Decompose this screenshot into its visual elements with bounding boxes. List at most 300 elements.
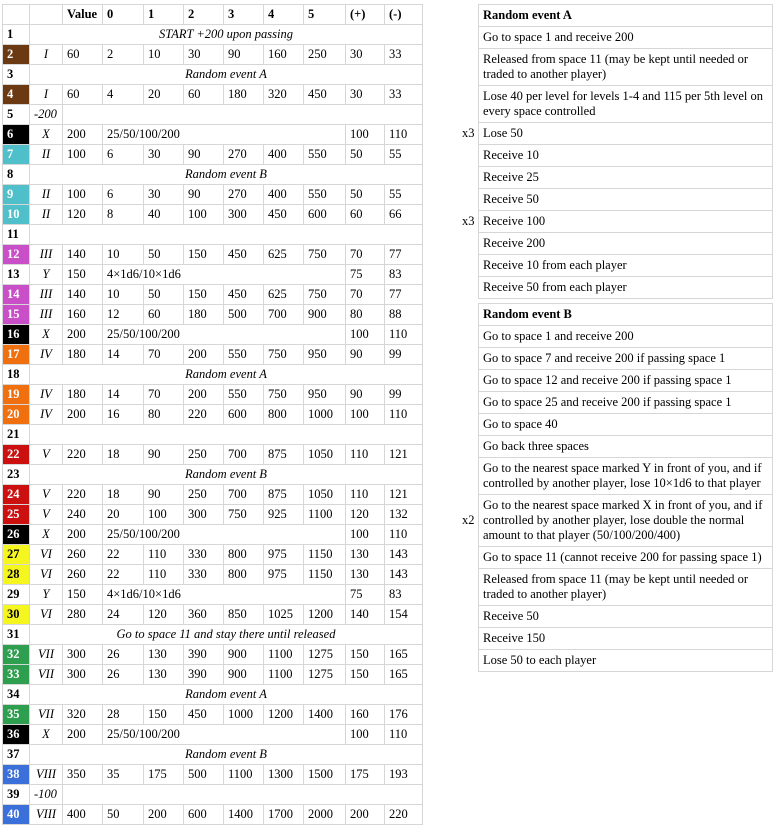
space-number: 36 xyxy=(3,725,30,745)
space-number: 26 xyxy=(3,525,30,545)
value-cell: 24 xyxy=(103,605,144,625)
event-b-item xyxy=(479,458,773,495)
value-cell: 1150 xyxy=(304,545,346,565)
board-row-space-6 xyxy=(3,125,423,145)
space-number: 19 xyxy=(3,385,30,405)
value-cell: 320 xyxy=(264,85,304,105)
value-cell: 550 xyxy=(304,185,346,205)
property-class: I xyxy=(30,85,63,105)
board-row-space-26 xyxy=(3,525,423,545)
board-row-space-2 xyxy=(3,45,423,65)
board-row-space-23 xyxy=(3,465,423,485)
property-class: V xyxy=(30,505,63,525)
value-cell: 150 xyxy=(63,265,103,285)
value-cell: 33 xyxy=(385,85,423,105)
value-cell: 1400 xyxy=(304,705,346,725)
property-class: IV xyxy=(30,345,63,365)
value-cell: 220 xyxy=(63,445,103,465)
empty-cell xyxy=(63,105,423,125)
value-cell: 110 xyxy=(385,405,423,425)
value-cell: 60 xyxy=(346,205,385,225)
value-cell: 975 xyxy=(264,545,304,565)
value-cell: 200 xyxy=(184,385,224,405)
space-number: 25 xyxy=(3,505,30,525)
event-a-item xyxy=(479,211,773,233)
value-cell: 1500 xyxy=(304,765,346,785)
value-cell: 700 xyxy=(264,305,304,325)
board-row-space-4 xyxy=(3,85,423,105)
property-class: V xyxy=(30,485,63,505)
header-cell: 3 xyxy=(224,5,264,25)
value-cell: 28 xyxy=(103,705,144,725)
board-row-space-39 xyxy=(3,785,423,805)
event-b-item xyxy=(479,414,773,436)
event-text: Go to space 40 xyxy=(479,414,773,436)
value-cell: 10 xyxy=(103,245,144,265)
value-cell: 70 xyxy=(144,385,184,405)
event-a-item xyxy=(479,189,773,211)
value-cell: 550 xyxy=(224,385,264,405)
value-cell: 90 xyxy=(224,45,264,65)
value-cell: 600 xyxy=(184,805,224,825)
value-cell: 400 xyxy=(63,805,103,825)
event-text: Released from space 11 (may be kept until needed or traded to another player) xyxy=(479,49,773,86)
value-cell: 80 xyxy=(346,305,385,325)
property-class: II xyxy=(30,205,63,225)
value-cell: 90 xyxy=(184,185,224,205)
property-class: X xyxy=(30,125,63,145)
value-cell: 193 xyxy=(385,765,423,785)
value-cell: 130 xyxy=(346,545,385,565)
value-cell: 450 xyxy=(264,205,304,225)
header-cell: (-) xyxy=(385,5,423,25)
value-cell: 130 xyxy=(144,665,184,685)
value-cell: 800 xyxy=(264,405,304,425)
space-description: Random event B xyxy=(30,745,423,765)
board-row-space-18 xyxy=(3,365,423,385)
board-row-space-11 xyxy=(3,225,423,245)
space-number: 6 xyxy=(3,125,30,145)
event-text: Lose 50 xyxy=(479,123,773,145)
value-cell: 600 xyxy=(224,405,264,425)
space-number: 37 xyxy=(3,745,30,765)
board-row-space-37 xyxy=(3,745,423,765)
value-cell: 900 xyxy=(224,645,264,665)
property-class: VIII xyxy=(30,765,63,785)
event-text: Receive 100 xyxy=(479,211,773,233)
value-cell: 750 xyxy=(264,385,304,405)
space-number: 16 xyxy=(3,325,30,345)
value-cell: 22 xyxy=(103,565,144,585)
random-event-b-title: Random event B xyxy=(479,304,773,326)
value-cell: 850 xyxy=(224,605,264,625)
value-cell: 55 xyxy=(385,145,423,165)
space-number: 1 xyxy=(3,25,30,45)
rent-schedule: 25/50/100/200 xyxy=(103,725,346,745)
event-text: Go back three spaces xyxy=(479,436,773,458)
space-description: START +200 upon passing xyxy=(30,25,423,45)
value-cell: 100 xyxy=(63,145,103,165)
property-class: IV xyxy=(30,385,63,405)
property-class: VI xyxy=(30,605,63,625)
value-cell: 200 xyxy=(184,345,224,365)
value-cell: 99 xyxy=(385,385,423,405)
property-class: IV xyxy=(30,405,63,425)
value-cell: 100 xyxy=(346,525,385,545)
event-text: Go to space 25 and receive 200 if passing space 1 xyxy=(479,392,773,414)
value-cell: 132 xyxy=(385,505,423,525)
space-amount: -100 xyxy=(30,785,63,805)
value-cell: 83 xyxy=(385,585,423,605)
event-b-item xyxy=(479,392,773,414)
event-a-item xyxy=(479,86,773,123)
board-row-space-19 xyxy=(3,385,423,405)
event-a-item xyxy=(479,255,773,277)
value-cell: 1100 xyxy=(304,505,346,525)
multiplier-label: x2 xyxy=(462,512,475,527)
event-text: Receive 50 xyxy=(479,189,773,211)
property-class: III xyxy=(30,245,63,265)
table-header-row xyxy=(3,5,423,25)
value-cell: 150 xyxy=(346,645,385,665)
random-event-a-title: Random event A xyxy=(479,5,773,27)
value-cell: 90 xyxy=(144,445,184,465)
board-row-space-12 xyxy=(3,245,423,265)
event-text: Go to space 11 (cannot receive 200 for passing space 1) xyxy=(479,547,773,569)
property-class: Y xyxy=(30,585,63,605)
value-cell: 14 xyxy=(103,345,144,365)
header-cell: 4 xyxy=(264,5,304,25)
space-number: 39 xyxy=(3,785,30,805)
space-number: 12 xyxy=(3,245,30,265)
board-row-space-38 xyxy=(3,765,423,785)
value-cell: 220 xyxy=(385,805,423,825)
rent-schedule: 25/50/100/200 xyxy=(103,525,346,545)
space-number: 7 xyxy=(3,145,30,165)
board-row-space-16 xyxy=(3,325,423,345)
space-number: 30 xyxy=(3,605,30,625)
value-cell: 18 xyxy=(103,445,144,465)
value-cell: 1200 xyxy=(264,705,304,725)
value-cell: 500 xyxy=(224,305,264,325)
value-cell: 6 xyxy=(103,185,144,205)
space-number: 8 xyxy=(3,165,30,185)
value-cell: 180 xyxy=(63,385,103,405)
space-number: 34 xyxy=(3,685,30,705)
event-text: Receive 50 from each player xyxy=(479,277,773,299)
value-cell: 1025 xyxy=(264,605,304,625)
value-cell: 1300 xyxy=(264,765,304,785)
value-cell: 110 xyxy=(385,525,423,545)
value-cell: 220 xyxy=(63,485,103,505)
space-number: 15 xyxy=(3,305,30,325)
space-number: 21 xyxy=(3,425,30,445)
value-cell: 50 xyxy=(144,285,184,305)
board-row-space-3 xyxy=(3,65,423,85)
space-number: 9 xyxy=(3,185,30,205)
event-text: Receive 150 xyxy=(479,628,773,650)
board-row-space-35 xyxy=(3,705,423,725)
value-cell: 180 xyxy=(184,305,224,325)
event-b-item xyxy=(479,326,773,348)
event-b-item xyxy=(479,370,773,392)
board-row-space-24 xyxy=(3,485,423,505)
value-cell: 20 xyxy=(103,505,144,525)
event-text: Go to the nearest space marked X in front of you, and if controlled by another player, lose double the normal amount to that player (50/100/200/400) xyxy=(479,495,773,547)
value-cell: 300 xyxy=(184,505,224,525)
space-number: 24 xyxy=(3,485,30,505)
value-cell: 110 xyxy=(144,545,184,565)
space-description: Random event A xyxy=(30,365,423,385)
value-cell: 550 xyxy=(224,345,264,365)
space-number: 14 xyxy=(3,285,30,305)
value-cell: 700 xyxy=(224,485,264,505)
board-row-space-5 xyxy=(3,105,423,125)
value-cell: 200 xyxy=(63,125,103,145)
value-cell: 200 xyxy=(346,805,385,825)
event-text: Lose 50 to each player xyxy=(479,650,773,672)
value-cell: 88 xyxy=(385,305,423,325)
space-number: 28 xyxy=(3,565,30,585)
value-cell: 250 xyxy=(184,485,224,505)
value-cell: 330 xyxy=(184,565,224,585)
value-cell: 100 xyxy=(63,185,103,205)
event-text: Released from space 11 (may be kept until needed or traded to another player) xyxy=(479,569,773,606)
event-a-item xyxy=(479,277,773,299)
board-row-space-33 xyxy=(3,665,423,685)
value-cell: 75 xyxy=(346,585,385,605)
value-cell: 750 xyxy=(224,505,264,525)
property-class: X xyxy=(30,725,63,745)
value-cell: 1050 xyxy=(304,485,346,505)
event-text: Receive 200 xyxy=(479,233,773,255)
value-cell: 30 xyxy=(144,185,184,205)
header-cell: 5 xyxy=(304,5,346,25)
value-cell: 143 xyxy=(385,545,423,565)
value-cell: 1000 xyxy=(224,705,264,725)
property-class: X xyxy=(30,525,63,545)
value-cell: 110 xyxy=(385,725,423,745)
space-description: Go to space 11 and stay there until released xyxy=(30,625,423,645)
value-cell: 175 xyxy=(346,765,385,785)
value-cell: 12 xyxy=(103,305,144,325)
board-row-space-21 xyxy=(3,425,423,445)
value-cell: 90 xyxy=(184,145,224,165)
value-cell: 30 xyxy=(346,45,385,65)
board-row-space-17 xyxy=(3,345,423,365)
space-description: Random event A xyxy=(30,65,423,85)
value-cell: 600 xyxy=(304,205,346,225)
space-number: 35 xyxy=(3,705,30,725)
value-cell: 33 xyxy=(385,45,423,65)
value-cell: 1150 xyxy=(304,565,346,585)
value-cell: 200 xyxy=(63,725,103,745)
value-cell: 1100 xyxy=(264,665,304,685)
value-cell: 150 xyxy=(346,665,385,685)
value-cell: 550 xyxy=(304,145,346,165)
value-cell: 950 xyxy=(304,345,346,365)
value-cell: 16 xyxy=(103,405,144,425)
event-text: Receive 50 xyxy=(479,606,773,628)
value-cell: 975 xyxy=(264,565,304,585)
board-row-space-15 xyxy=(3,305,423,325)
value-cell: 100 xyxy=(144,505,184,525)
value-cell: 450 xyxy=(184,705,224,725)
value-cell: 200 xyxy=(63,325,103,345)
value-cell: 121 xyxy=(385,445,423,465)
value-cell: 450 xyxy=(304,85,346,105)
space-number: 17 xyxy=(3,345,30,365)
value-cell: 700 xyxy=(224,445,264,465)
value-cell: 90 xyxy=(144,485,184,505)
value-cell: 1700 xyxy=(264,805,304,825)
board-row-space-32 xyxy=(3,645,423,665)
event-b-item xyxy=(479,547,773,569)
value-cell: 150 xyxy=(144,705,184,725)
property-class: VII xyxy=(30,645,63,665)
multiplier-label: x3 xyxy=(462,213,475,228)
event-a-item xyxy=(479,27,773,49)
value-cell: 18 xyxy=(103,485,144,505)
event-a-item xyxy=(479,233,773,255)
value-cell: 1000 xyxy=(304,405,346,425)
value-cell: 175 xyxy=(144,765,184,785)
value-cell: 154 xyxy=(385,605,423,625)
value-cell: 250 xyxy=(184,445,224,465)
property-class: VI xyxy=(30,565,63,585)
property-board-table xyxy=(2,4,423,825)
value-cell: 165 xyxy=(385,665,423,685)
header-cell: Value xyxy=(63,5,103,25)
value-cell: 150 xyxy=(63,585,103,605)
value-cell: 83 xyxy=(385,265,423,285)
value-cell: 1275 xyxy=(304,665,346,685)
value-cell: 140 xyxy=(63,285,103,305)
value-cell: 390 xyxy=(184,665,224,685)
property-class: VI xyxy=(30,545,63,565)
space-number: 4 xyxy=(3,85,30,105)
space-number: 18 xyxy=(3,365,30,385)
event-b-item xyxy=(479,495,773,547)
value-cell: 200 xyxy=(63,405,103,425)
value-cell: 75 xyxy=(346,265,385,285)
value-cell: 250 xyxy=(304,45,346,65)
value-cell: 165 xyxy=(385,645,423,665)
event-b-item xyxy=(479,606,773,628)
event-a-item xyxy=(479,167,773,189)
value-cell: 77 xyxy=(385,245,423,265)
space-number: 29 xyxy=(3,585,30,605)
value-cell: 300 xyxy=(224,205,264,225)
event-text: Receive 25 xyxy=(479,167,773,189)
value-cell: 875 xyxy=(264,485,304,505)
value-cell: 390 xyxy=(184,645,224,665)
value-cell: 300 xyxy=(63,665,103,685)
property-class: II xyxy=(30,145,63,165)
event-text: Receive 10 xyxy=(479,145,773,167)
property-class: Y xyxy=(30,265,63,285)
value-cell: 60 xyxy=(184,85,224,105)
value-cell: 1100 xyxy=(224,765,264,785)
event-text: Go to space 7 and receive 200 if passing space 1 xyxy=(479,348,773,370)
value-cell: 70 xyxy=(144,345,184,365)
value-cell: 4 xyxy=(103,85,144,105)
value-cell: 110 xyxy=(385,125,423,145)
property-class: X xyxy=(30,325,63,345)
value-cell: 70 xyxy=(346,245,385,265)
board-row-space-9 xyxy=(3,185,423,205)
value-cell: 220 xyxy=(184,405,224,425)
value-cell: 160 xyxy=(346,705,385,725)
value-cell: 60 xyxy=(63,85,103,105)
board-row-space-34 xyxy=(3,685,423,705)
value-cell: 80 xyxy=(144,405,184,425)
value-cell: 60 xyxy=(144,305,184,325)
value-cell: 160 xyxy=(63,305,103,325)
value-cell: 2 xyxy=(103,45,144,65)
space-number: 22 xyxy=(3,445,30,465)
value-cell: 330 xyxy=(184,545,224,565)
event-b-item xyxy=(479,628,773,650)
board-row-space-14 xyxy=(3,285,423,305)
value-cell: 120 xyxy=(346,505,385,525)
board-row-space-31 xyxy=(3,625,423,645)
property-class: III xyxy=(30,305,63,325)
value-cell: 150 xyxy=(184,245,224,265)
value-cell: 300 xyxy=(63,645,103,665)
event-a-item xyxy=(479,123,773,145)
value-cell: 900 xyxy=(224,665,264,685)
value-cell: 77 xyxy=(385,285,423,305)
value-cell: 450 xyxy=(224,245,264,265)
value-cell: 240 xyxy=(63,505,103,525)
value-cell: 750 xyxy=(264,345,304,365)
property-class: III xyxy=(30,285,63,305)
multiplier-label: x3 xyxy=(462,125,475,140)
value-cell: 625 xyxy=(264,285,304,305)
value-cell: 60 xyxy=(63,45,103,65)
event-text: Lose 40 per level for levels 1-4 and 115 per 5th level on every space controlled xyxy=(479,86,773,123)
value-cell: 140 xyxy=(63,245,103,265)
value-cell: 180 xyxy=(224,85,264,105)
space-number: 10 xyxy=(3,205,30,225)
space-number: 27 xyxy=(3,545,30,565)
event-a-item xyxy=(479,49,773,86)
value-cell: 200 xyxy=(63,525,103,545)
event-text: Go to space 1 and receive 200 xyxy=(479,326,773,348)
value-cell: 1400 xyxy=(224,805,264,825)
value-cell: 20 xyxy=(144,85,184,105)
value-cell: 30 xyxy=(346,85,385,105)
value-cell: 750 xyxy=(304,285,346,305)
value-cell: 35 xyxy=(103,765,144,785)
board-row-space-28 xyxy=(3,565,423,585)
space-description: Random event A xyxy=(30,685,423,705)
event-b-item xyxy=(479,569,773,606)
value-cell: 925 xyxy=(264,505,304,525)
value-cell: 110 xyxy=(346,445,385,465)
value-cell: 150 xyxy=(184,285,224,305)
value-cell: 875 xyxy=(264,445,304,465)
value-cell: 110 xyxy=(346,485,385,505)
empty-cell xyxy=(63,785,423,805)
value-cell: 350 xyxy=(63,765,103,785)
header-cell: (+) xyxy=(346,5,385,25)
empty-cell xyxy=(30,425,423,445)
value-cell: 120 xyxy=(144,605,184,625)
board-row-space-27 xyxy=(3,545,423,565)
value-cell: 6 xyxy=(103,145,144,165)
